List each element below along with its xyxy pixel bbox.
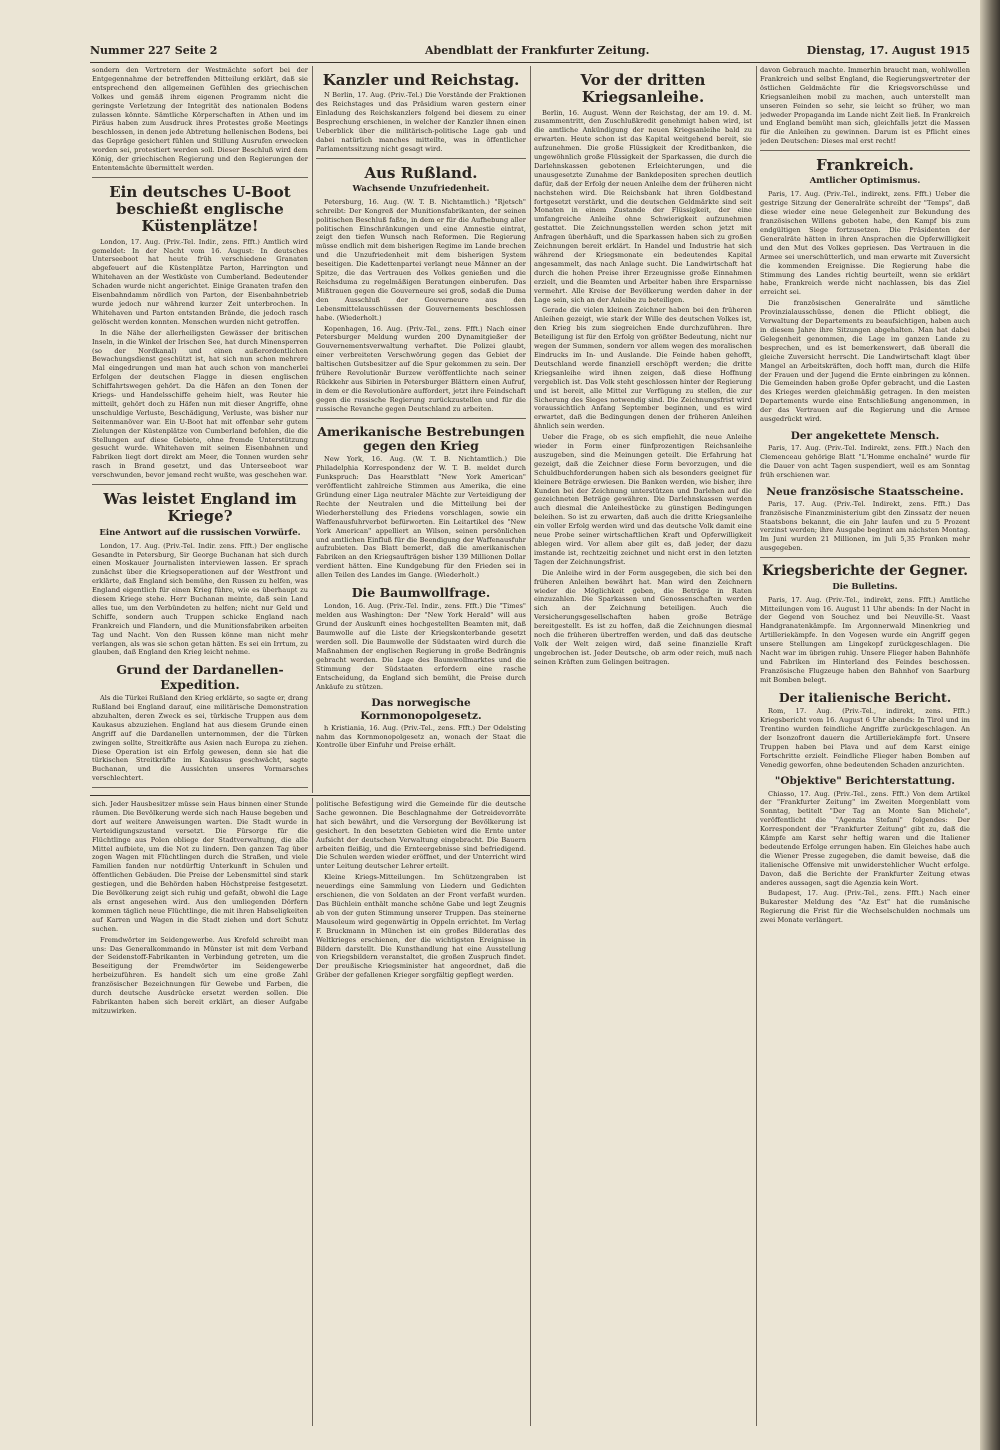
subheadline: Amtlicher Optimismus. <box>809 176 921 187</box>
headline-kanzler: Kanzler und Reichstag. <box>322 71 520 89</box>
article-text: Berlin, 16. August. Wenn der Reichstag, der am 19. d. M. zusammentritt, den Zuschlußkredit genehmigt haben wird, ist die amtliche Ankündigung der neuen Kriegsanleihe bald zu erwarten. Heute schon ist das Kapital weitgehend bereit, sie aufzunehmen. Die große Flüssigkeit der Kreditbanken, die ungewöhnlich große Flüssigkeit der Sparkassen, die durch die Darlehnskassen gebotenen Erleichterungen, und die unausgesetzte Zunahme der Bankdepositen sprechen deutlich dafür, daß der Erfolg der neuen Anleihe dem der früheren nicht nachstehen wird. Die Reichsbank hat ihren Goldbestand fortgesetzt verstärkt, und die deutschen Geldmärkte sind seit Monaten in einem Zustande der Flüssigkeit, der eine umfangreiche Anleihe ohne Schwierigkeit aufzunehmen gestattet. Die Zeichnungsstellen werden schon jetzt mit Anfragen überhäuft, und die Sparkassen haben sich zu großen Zeichnungen bereit erklärt. In Handel und Industrie hat sich während der Kriegsmonate ein bedeutendes Kapital angesammelt, das nach Anlage sucht. Die Landwirtschaft hat durch die hohen Preise ihrer Erzeugnisse große Einnahmen erzielt, und die Beamten und Arbeiter haben ihre Ersparnisse vermehrt. Alle Kreise der Bevölkerung werden daher in der Lage sein, sich an der Anleihe zu beteiligen. <box>534 108 752 304</box>
column-rule <box>312 798 313 1426</box>
subheadline: Wachsende Unzufriedenheit. <box>352 183 490 194</box>
divider <box>92 484 308 485</box>
article-text: Kleine Kriegs-Mitteilungen. Im Schützengraben ist neuerdings eine Sammlung von Liedern und Gedichten erschienen, die von Soldaten an der Front verfaßt wurden. Das Büchlein enthält manche schöne Gabe und legt Zeugnis ab von der guten Stimmung unserer Truppen. Das steinerne Mausoleum wird gegenwärtig in Oppeln errichtet. Im Verlag F. Bruckmann in München ist ein großes Bilderatlas des Weltkrieges erschienen, der die wichtigsten Ereignisse in Bildern darstellt. Die Kunsthandlung hat eine Ausstellung von Kriegsbildern veranstaltet, die großen Zuspruch findet. Der preußische Kriegsminister hat angeordnet, daß die Gräber der gefallenen Krieger sorgfältig gepflegt werden. <box>316 873 526 980</box>
subheadline: Die Bulletins. <box>832 581 898 592</box>
headline-mensch: Der angekettete Mensch. <box>790 429 940 442</box>
column-rule <box>530 66 531 1426</box>
article-text: Rom, 17. Aug. (Priv.-Tel., indirekt, zens. Ffft.) Kriegsbericht vom 16. August 6 Uhr abends: In Tirol und im Trentino wurden feindliche Angriffe zurückgeschlagen. An der Isonzofront dauern die Artilleriekämpfe fort. Unsere Truppen haben bei Plava und auf dem Karst einige Fortschritte erzielt. Feindliche Flieger haben Bomben auf Venedig geworfen, ohne bedeutenden Schaden anzurichten. <box>760 707 970 769</box>
divider <box>760 150 970 151</box>
divider <box>316 418 526 419</box>
headline-korn: Das norwegische Kornmonopolgesetz. <box>360 697 482 722</box>
article-text: davon Gebrauch machte. Immerhin braucht man, wohlwollen Frankreich und selbst England, die Regierungsvertreter der östlichen Geldmächte für die Kriegsvorschüsse und Kriegsanleihen mobil zu machen, auch unterstellt man unseren Feinden so sehr, sie leicht so früher, wo man jedweder Propaganda im Lande nicht Zeit ließ. In Frankreich und England bemüht man sich, gleichfalls jetzt die Massen für die Anleihen zu gewinnen. Darum ist es Pflicht eines jeden Deutschen: Dieses mal erst recht! <box>760 66 970 146</box>
headline-dardanellen: Grund der Dardanellen-Expedition. <box>116 662 284 692</box>
article-text: Petersburg, 16. Aug. (W. T. B. Nichtamtlich.) "Rjetsch" schreibt: Der Kongreß der Munitionsfabrikanten, der seinen politischen Beschluß faßte, in dem er für die Aufhebung aller politischen Einschränkungen und eine Amnestie eintrat, zeigt den tiefen Wunsch nach Reformen. Die Regierung müsse endlich mit dem bisherigen Regime im Lande brechen und die Unzufriedenheit mit dem bisherigen System beseitigen. Die Kadettenpartei verlangt neue Männer an der Spitze, die das Vertrauen des Volkes genießen und die Reichsduma zu regelmäßigen Beratungen einberufen. Das Mißtrauen gegen die Gouverneure sei groß, sodaß die Duma den Ausschluß der Gouverneure aus den Lebensmittelausschüssen der Gouvernements beschlossen habe. (Wiederholt.) <box>316 197 526 322</box>
column-rule <box>312 66 313 793</box>
issue-number: Nummer 227 Seite 2 <box>90 44 218 57</box>
feuilleton-column-1 <box>92 800 308 1426</box>
article-text: sondern den Vertretern der Westmächte sofort bei der Entgegennahme der betreffenden Mitteilung erklärt, daß sie entsprechend den allgemeinen Gefühlen des griechischen Volkes und gemäß ihrem eigenen Programm nicht die geringste Verletzung der Integrität des nationalen Bodens zulassen könnte. Sämtliche Körperschaften in Athen und im Piräus haben zum Ausdruck ihres Protestes große Meetings beschlossen, in denen jede Abtretung hellenischen Bodens, bei das Gepräge gesichert fühlen und Stillung Ausrufen erwecken worden sei, protestiert werden soll. Dieser Beschluß wird dem König, der griechischen Regierung und den Regierungen der Ententemächte übermittelt werden. <box>92 66 308 172</box>
column-rule <box>756 66 757 1426</box>
article-text: New York, 16. Aug. (W. T. B. Nichtamtlich.) Die Philadelphia Korrespondenz der W. T. B. meldet durch Funkspruch: Das Hearstblatt "New York American" veröffentlicht zahlreiche Stimmen aus Amerika, die eine Gründung einer Liga neutraler Mächte zur Verteidigung der Rechte der Neutralen und die Mitteilung bei der Wiederherstellung des Friedens vorschlagen, sowie ein Waffenausfuhrverbot befürworten. Ein Leitartikel des "New York American" appelliert an Wilson, seinen persönlichen und amtlichen Einfluß für die Beendigung der Waffenausfuhr aufzubieten. Das Blatt bemerkt, daß die amerikanischen Fabriken an den Kriegsaufträgen bisher 139 Millionen Dollar verdient hätten. Eine Kundgebung für den Frieden sei in allen Teilen des Landes im Gange. (Wiederholt.) <box>316 455 526 580</box>
divider <box>760 557 970 558</box>
article-text: Paris, 17. Aug. (Priv.-Tel., indirekt, zens. Ffft.) Amtliche Mitteilungen vom 16. August 11 Uhr abends: In der Nacht in der Gegend von Souchez und bei Neuville-St. Vaast Handgranatenkämpfe. Im Argonnerwald Minenkrieg und Artilleriekämpfe. In den Vogesen wurde ein Angriff gegen unsere Stellungen am Lingekopf zurückgeschlagen. Die Nacht war im übrigen ruhig. Unsere Flieger haben Bahnhöfe und Fabriken im Hinterland des Feindes beschossen. Französische Flugzeuge haben den Bahnhof von Saarburg mit Bomben belegt. <box>760 595 970 684</box>
article-text: Paris, 17. Aug. (Priv.-Tel. Indirekt, zens. Ffft.) Nach den Clemenceau gehörige Blatt "L'Homme enchaîné" wurde für die Dauer von acht Tagen suspendiert, weil es am Sonntag früh erschienen war. <box>760 444 970 479</box>
article-text: h Kristiania, 16. Aug. (Priv.-Tel., zens. Ffft.) Der Odelsting nahm das Kornmonopolgesetz an, wonach der Staat die Kontrolle über Einfuhr und Preise erhält. <box>316 723 526 750</box>
article-text: In die Nähe der allerheiligsten Gewässer der britischen Inseln, in die Winkel der Irischen See, hat durch Minensperren (so der Nordkanal) und einen außerordentlichen Bewachungsdienst geschützt ist, hat sich nun schon mehrere Mal eingedrungen und man hat auch schon von mancherlei Erfolgen der deutschen Flagge in diesen englischen Schiffahrtswegen gehört. Da die Häfen an den Tonen der Kriegs- und Handelsschiffe geheim hielt, was Reuter hie mitteilt, gehört doch zu Häfen nun mit dieser Angriffe, ohne unschuldige Verluste, Beschädigung, Verluste, was bisher nur Seitenmanöver war. Ein U-Boot hat mit offenbar sehr gutem Zielungen der Küstenplätze von Cumberland befohlen, die die Stellungen auf diese Gebiete, ohne fremde Unterstützung gesucht wurde. Whitehaven mit seinen Eisenbahnen und Fabriken liegt dort direkt am Meer, die Tonnen wurden sehr rasch in Brand gesetzt, und das Unterseeboot war verschwunden, bevor jemand recht wußte, was geschehen war. <box>92 328 308 480</box>
headline-italien: Der italienische Bericht. <box>778 689 952 705</box>
headline-kriegsanleihe: Vor der dritten Kriegsanleihe. <box>580 71 706 107</box>
divider <box>316 158 526 159</box>
page-header <box>90 44 970 62</box>
masthead: Abendblatt der Frankfurter Zeitung. <box>425 44 650 57</box>
article-text: Chiasso, 17. Aug. (Priv.-Tel., zens. Ffft.) Von dem Artikel der "Frankfurter Zeitung" im Zweiten Morgenblatt vom Sonntag, betitelt "Der Tag an Monte San Michele", veröffentlicht die "Agenzia Stefani" folgendes: Der Korrespondent der "Frankfurter Zeitung" gibt zu, daß die Kämpfe am Karst sehr heftig waren und die Italiener bedeutende Erfolge errungen haben. Ein Gleiches habe auch die Wiener Presse zugegeben, die damit beweise, daß die italienische Offensive mit unwiderstehlicher Wucht erfolge. Davon, daß die Berichte der Frankfurter Zeitung etwas anderes aussagen, sagt die Agenzia kein Wort. <box>760 789 970 887</box>
article-text: Die Anleihe wird in der Form ausgegeben, die sich bei den früheren Anleihen bewährt hat. Man wird den Zeichnern wieder die Möglichkeit geben, die Beträge in Raten einzuzahlen. Die Sparkassen und Genossenschaften werden sich an der Zeichnung beteiligen. Auch die Versicherungsgesellschaften haben große Beträge bereitgestellt. Es ist zu hoffen, daß die Zeichnungen diesmal noch die früheren übertreffen werden, und daß das deutsche Volk der Welt zeigen wird, daß seine finanzielle Kraft ungebrochen ist. Jeder Deutsche, ob arm oder reich, muß nach seinen Kräften zum Gelingen beitragen. <box>534 568 752 666</box>
feuilleton-rule <box>90 795 530 796</box>
headline-frankreich: Frankreich. <box>816 156 914 175</box>
column-1 <box>92 66 308 793</box>
headline-amerika: Amerikanische Bestrebungen gegen den Krieg <box>317 423 525 453</box>
article-text: Gerade die vielen kleinen Zeichner haben bei den früheren Anleihen gezeigt, wie stark der Wille des deutschen Volkes ist, den Krieg bis zum siegreichen Ende durchzuführen. Ihre Beteiligung ist für den Erfolg von größter Bedeutung, nicht nur wegen der Summen, sondern vor allem wegen des moralischen Eindrucks im In- und Auslande. Die Feinde haben gehofft, Deutschland werde finanziell erschöpft werden; die dritte Kriegsanleihe wird ihnen zeigen, daß diese Hoffnung vergeblich ist. Das Volk steht geschlossen hinter der Regierung und ist bereit, alle Mittel zur Verfügung zu stellen, die zur Sicherung des Sieges notwendig sind. Die Zeichnungsfrist wird voraussichtlich Anfang September beginnen, und es wird erwartet, daß die Bedingungen denen der früheren Anleihen ähnlich sein werden. <box>534 306 752 431</box>
headline-u-boot: Ein deutsches U-Boot beschießt englische Küstenplätze! <box>109 182 291 236</box>
article-text: London, 17. Aug. (Priv.-Tel. Indir. zens. Ffft.) Der englische Gesandte in Petersburg, Sir George Buchanan hat sich durch einen Moskauer Journalisten interviewen lassen. Er sprach zunächst über die Kriegsoperationen auf der Westfront und erklärte, daß England sich bemühe, den Russen zu helfen, was England eigentlich für einen Krieg führe, wie es überhaupt zu diesem Kriege stehe. Herr Buchanan meinte, daß sein Land alles tue, um den Verbündeten zu helfen; nicht nur Geld und Schiffe, sondern auch Truppen schicke England nach Frankreich und Flandern, und die Munitionsfabriken arbeiten Tag und Nacht. Von den Russen könne man nicht mehr verlangen, als was sie schon getan hätten. Es sei ein Irrtum, zu glauben, daß England den Krieg leicht nehme. <box>92 541 308 657</box>
feuilleton-column-2 <box>316 800 526 1426</box>
article-text: Paris, 17. Aug. (Priv.-Tel., indirekt, zens. Ffft.) Ueber die gestrige Sitzung der Generalräte schreibt der "Temps", daß diese wieder eine neue Gelegenheit zur Bekundung des französischen Willens geboten habe, den Kampf bis zum endgültigen Siege fortzusetzen. Die Präsidenten der Generalräte hätten in ihren Ansprachen die Opferwilligkeit und den Mut des Volkes gepriesen. Das Vertrauen in die Armee sei unerschütterlich, und man erwarte mit Zuversicht die kommenden Ereignisse. Die Regierung habe die Stimmung des Landes richtig beurteilt, wenn sie erklärt habe, Frankreich werde nicht nachlassen, bis das Ziel erreicht sei. <box>760 190 970 297</box>
subheadline: Eine Antwort auf die russischen Vorwürfe. <box>99 527 301 538</box>
headline-kriegsberichte: Kriegsberichte der Gegner. <box>762 563 968 580</box>
divider <box>92 787 308 788</box>
headline-objektive: "Objektive" Berichterstattung. <box>774 775 956 788</box>
article-text: London, 16. Aug. (Priv.-Tel. Indir., zens. Ffft.) Die "Times" melden aus Washington: Der "New York Herald" will aus Grund der Auskunft eines hochgestellten Beamten mit, daß Baumwolle auf die Liste der Kriegskonterbande gesetzt werden soll. Die Baumwolle der Südstaaten wird durch die Maßnahmen der englischen Regierung in große Bedrängnis gebracht werden. Die Lage des Baumwollmarktes und die Stimmung der Südstaaten erfordern eine rasche Entscheidung, da England sich bemüht, die Preise durch Ankäufe zu stützen. <box>316 602 526 691</box>
headline-staatsscheine: Neue französische Staatsscheine. <box>766 485 964 498</box>
headline-russland: Aus Rußland. <box>364 163 478 182</box>
article-text: Budapest, 17. Aug. (Priv.-Tel., zens. Ffft.) Nach einer Bukarester Meldung des "Az Est" hat die rumänische Regierung die Frist für die Wechselschulden nochmals um zwei Monate verlängert. <box>760 889 970 925</box>
headline-england: Was leistet England im Kriege? <box>103 490 297 526</box>
article-text: sich. Jeder Hausbesitzer müsse sein Haus binnen einer Stunde räumen. Die Bevölkerung werde sich nach Hause begeben und dort auf weitere Anweisungen warten. Die Stadt wurde in Verteidigungszustand versetzt. Die Fürsorge für die Flüchtlinge aus Polen obliege der Stadtverwaltung, die alle Mittel aufbiete, um die Not zu lindern. Den ganzen Tag über zogen Wagen mit Flüchtlingen durch die Straßen, und viele Familien fanden nur notdürftig Unterkunft in Schulen und öffentlichen Gebäuden. Die Preise der Lebensmittel sind stark gestiegen, und die Behörden haben Höchstpreise festgesetzt. Die Bevölkerung zeigt sich ruhig und gefaßt, obwohl die Lage als ernst angesehen wird. Aus den umliegenden Dörfern kommen täglich neue Flüchtlinge, die mit ihren Habseligkeiten auf Karren und Wagen in die Stadt ziehen und dort Schutz suchen. <box>92 800 308 933</box>
column-3 <box>534 66 752 1426</box>
column-4 <box>760 66 970 1426</box>
column-2 <box>316 66 526 793</box>
article-text: politische Befestigung wird die Gemeinde für die deutsche Sache gewonnen. Die Beschlagnahme der Getreidevorräte hat sich bewährt, und die Versorgung der Bevölkerung ist gesichert. In den besetzten Gebieten wird die Ernte unter Aufsicht der deutschen Verwaltung eingebracht. Die Bauern arbeiten fleißig, und die Ernteergebnisse sind befriedigend. Die Schulen werden wieder eröffnet, und der Unterricht wird unter Leitung deutscher Lehrer erteilt. <box>316 800 526 871</box>
article-text: N Berlin, 17. Aug. (Priv.-Tel.) Die Vorstände der Fraktionen des Reichstages und das Präsidium waren gestern einer Einladung des Reichskanzlers folgend bei diesem zu einer Besprechung erschienen, in welcher der Kanzler ihnen einen Ueberblick über die militärisch-politische Lage gab und dabei natürlich manches mitteilte, was in öffentlicher Parlamentssitzung nicht gesagt wird. <box>316 91 526 153</box>
article-text: London, 17. Aug. (Priv.-Tel. Indir., zens. Ffft.) Amtlich wird gemeldet: In der Nacht vom 16. August: In deutsches Unterseeboot hat heute früh verschiedene Granaten abgefeuert auf die Küstenplätze Parton, Harrington und Whitehaven an der Westküste von Cumberland. Bedeutender Schaden wurde nicht angerichtet. Einige Granaten trafen den Eisenbahndamm nördlich von Parton, der Eisenbahnbetrieb wurde jedoch nur während kurzer Zeit unterbrochen. In Whitehaven und Parton entstanden Brände, die jedoch rasch gelöscht werden konnten. Menschen wurden nicht getroffen. <box>92 237 308 326</box>
issue-date: Dienstag, 17. August 1915 <box>806 44 970 57</box>
article-text: Ueber die Frage, ob es sich empfiehlt, die neue Anleihe wieder in Form einer fünfprozentigen Reichsanleihe auszugeben, sind die Meinungen geteilt. Die Erfahrung hat gezeigt, daß die Zeichner diese Form bevorzugen, und die Schuldbuchforderungen haben sich als besonders geeignet für kleinere Beträge erwiesen. Die Banken werden, wie bisher, ihre Kunden bei der Zeichnung unterstützen und Darlehen auf die gezeichneten Beträge gewähren. Die Darlehnskassen werden auch diesmal die Anleihestücke zu günstigen Bedingungen beleihen. So ist zu erwarten, daß auch die dritte Kriegsanleihe ein voller Erfolg werden wird und das deutsche Volk damit eine neue Probe seiner wirtschaftlichen Kraft und Opferwilligkeit ablegen wird. Vor allem aber gilt es, daß jeder, der dazu imstande ist, rechtzeitig zeichnet und nicht erst in den letzten Tagen der Zeichnungsfrist. <box>534 433 752 566</box>
book-spine <box>980 0 1000 1450</box>
headline-baumwolle: Die Baumwollfrage. <box>351 585 491 601</box>
article-text <box>92 792 308 793</box>
header-rule <box>90 62 966 63</box>
article-text: Fremdwörter im Seidengewerbe. Aus Krefeld schreibt man uns: Das Generalkommando in Münster ist mit dem Verband der Seidenstoff-Fabrikanten in Verbindung getreten, um die Beseitigung der Fremdwörter im Seidengewerbe herbeizuführen. Es handelt sich um eine große Zahl französischer Bezeichnungen für Gewebe und Farben, die durch deutsche Ausdrücke ersetzt werden sollen. Die Fabrikanten haben sich bereit erklärt, an dieser Aufgabe mitzuwirken. <box>92 935 308 1015</box>
divider <box>92 177 308 178</box>
article-text: Die französischen Generalräte und sämtliche Provinzialausschüsse, denen die Pflicht obliegt, die Verwaltung der Departements zu beaufsichtigen, haben auch in diesem Jahre ihre Sitzungen abgehalten. Man hat dabei Gelegenheit genommen, die Lage im ganzen Lande zu besprechen, und es ist bemerkenswert, daß überall die gleiche Zuversicht herrscht. Die Landwirtschaft klagt über Mangel an Arbeitskräften, doch hofft man, durch die Hilfe der Frauen und der Jugend die Ernte einbringen zu können. Die Gemeinden haben große Opfer gebracht, und die Lasten des Krieges werden gleichmäßig getragen. In den meisten Departements wurde eine Entschließung angenommen, in der das Vertrauen auf die Regierung und die Armee ausgedrückt wird. <box>760 299 970 424</box>
article-text: Als die Türkei Rußland den Krieg erklärte, so sagte er, drang Rußland bei England darauf, eine militärische Demonstration abzuhalten, deren Zweck es sei, türkische Truppen aus dem Kaukasus abzuziehen. England hat aus diesem Grunde einen Angriff auf die Dardanellen unternommen, der die Türken zwingen sollte, Streitkräfte aus Asien nach Europa zu ziehen. Diese Operation ist ein Erfolg gewesen, denn sie hat die türkischen Streitkräfte im Kaukasus geschwächt, sagte Buchanan, und die Aussichten unseres Vormarsches verschlechtert. <box>92 694 308 783</box>
article-text: Paris, 17. Aug. (Priv.-Tel. Indirekt, zens. Ffft.) Das französische Finanzministerium gibt den Zinssatz der neuen Staatsbons bekannt, die ein Jahr laufen und zu 5 Prozent verzinst werden; ihre Ausgabe beginnt am nächsten Montag. Im Juni wurden 21 Millionen, im Juli 5,35 Franken mehr ausgegeben. <box>760 499 970 553</box>
article-text: Kopenhagen, 16. Aug. (Priv.-Tel., zens. Ffft.) Nach einer Petersburger Meldung wurden 200 Dynamitgießer der Gouvernementsverwaltung verhaftet. Die Polizei glaubt, einer verbreiteten Verschwörung gegen das Gebiet der baltischen Gutsbesitzer auf die Spur gekommen zu sein. Der frühere Revolutionär Burzew veröffentlichte nach seiner Rückkehr aus Sibirien in Petersburger Blättern einen Aufruf, in dem er die Revolutionäre auffordert, jetzt ihre Feindschaft gegen die russische Regierung zurückzustellen und für die russische Revanche gegen Deutschland zu arbeiten. <box>316 324 526 413</box>
